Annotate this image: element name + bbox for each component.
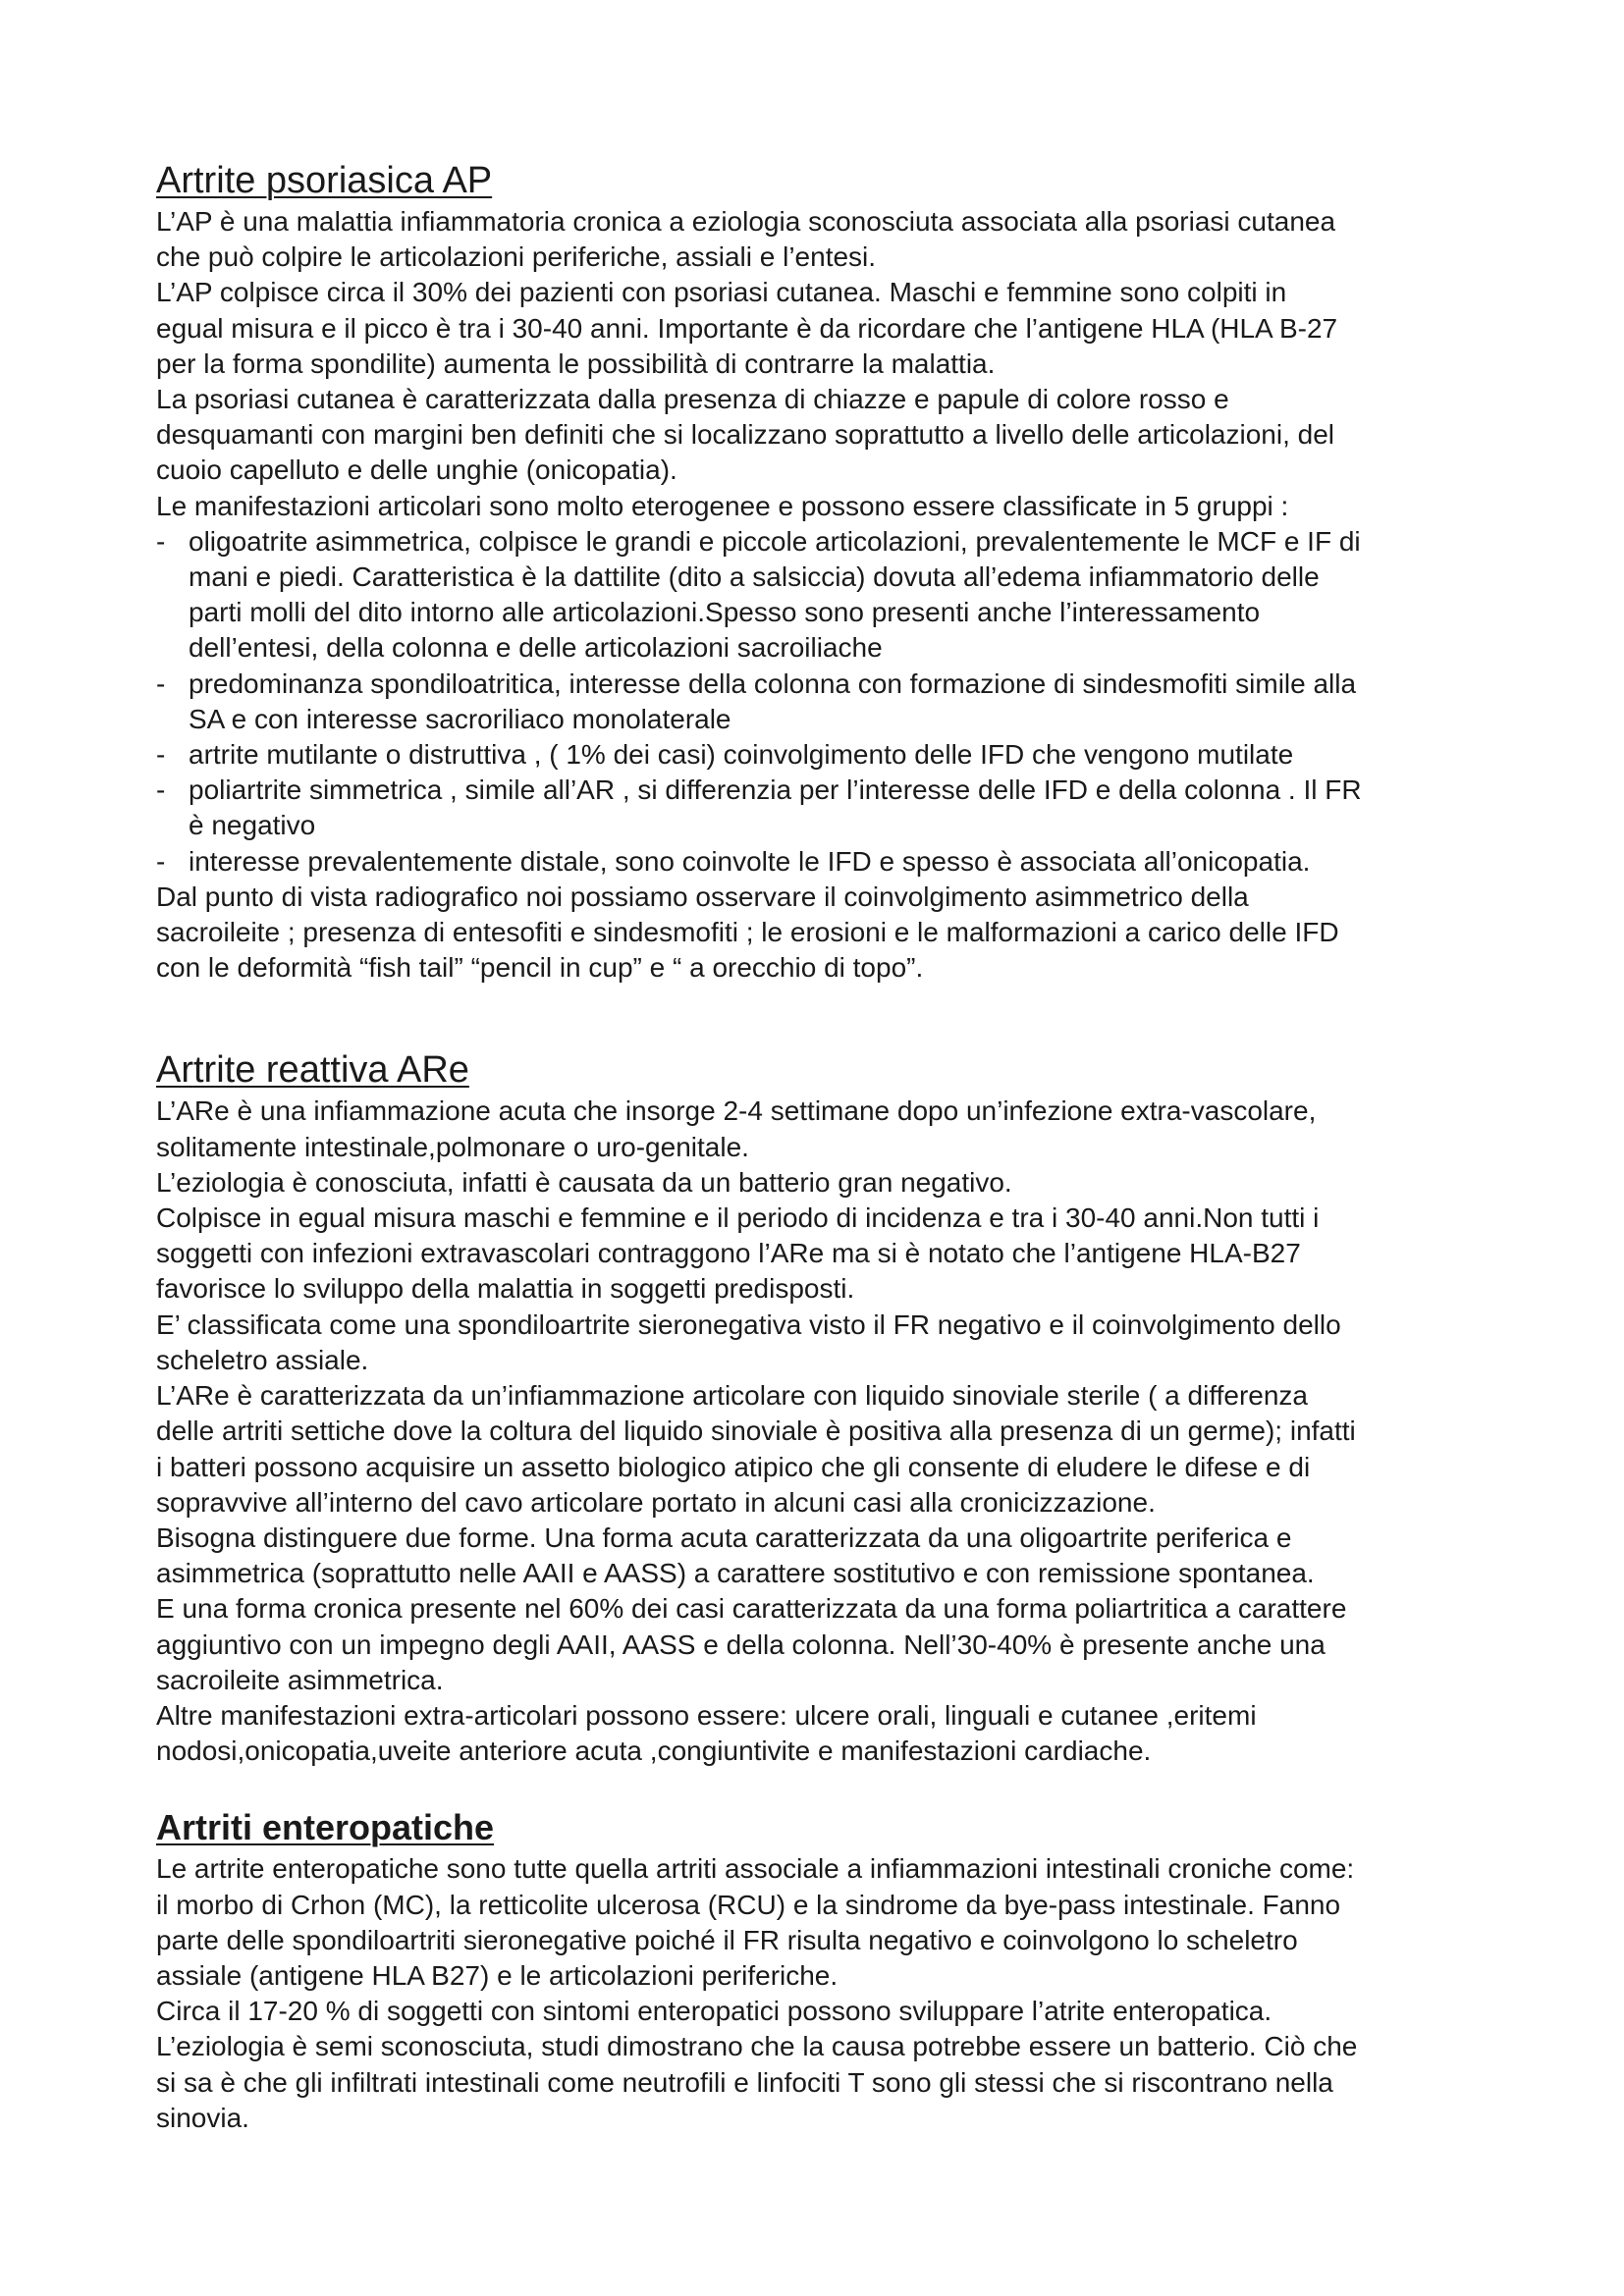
list-item [156,667,1491,737]
paragraph: Circa il 17-20 % di soggetti con sintomi enteropatici possono sviluppare l’atrite enteropatica. [156,1996,1272,2027]
paragraph: La psoriasi cutanea è caratterizzata dalla presenza di chiazze e papule di colore rosso e desquamanti con margini ben definiti che si localizzano soprattutto a livello delle articolazioni, del cuoio capelluto e delle unghie (onicopatia). [156,384,1335,486]
bullet-marker: - [156,525,166,557]
paragraph: Altre manifestazioni extra-articolari possono essere: ulcere orali, linguali e cutanee ,eritemi nodosi,onicopatia,uveite anteriore acuta ,congiuntivite e manifestazioni cardiache. [156,1699,1257,1767]
bullet-marker: - [156,739,166,771]
bullet-marker: - [156,774,166,806]
section-heading: Artriti enteropatiche [156,1807,495,1848]
bullet-list [156,524,1491,880]
list-item [156,737,1491,773]
section-artriti-enteropatiche [156,1804,1491,2136]
bullet-marker: - [156,667,166,699]
list-item [156,524,1491,667]
list-item-text: oligoatrite asimmetrica, colpisce le grandi e piccole articolazioni, prevalentemente le MCF e IF di mani e piedi. Caratteristica è la dattilite (dito a salsiccia) dovuta all’edema infiammatorio delle parti molli del dito intorno alle articolazioni.Spesso sono presenti anche l’interessamento dell’entesi, della colonna e delle articolazioni sacroiliache [189,525,1361,664]
paragraph: E una forma cronica presente nel 60% dei casi caratterizzata da una forma poliartritica a carattere aggiuntivo con un impegno degli AAII, AASS e della colonna. Nell’30-40% è presente anche una sacroileite asimmetrica. [156,1593,1347,1695]
paragraph: Dal punto di vista radiografico noi possiamo osservare il coinvolgimento asimmetrico della sacroileite ; presenza di entesofiti e sindesmofiti ; le erosioni e le malformazioni a carico delle IFD con le deformità “fish tail” “pencil in cup” e “ a orecchio di topo”. [156,881,1339,984]
paragraph: Colpisce in egual misura maschi e femmine e il periodo di incidenza e tra i 30-40 anni.Non tutti i soggetti con infezioni extravascolari contraggono l’ARe ma si è notato che l’antigene HLA-B27 favorisce lo sviluppo della malattia in soggetti predisposti. [156,1202,1320,1305]
list-item [156,844,1491,880]
paragraph: Bisogna distinguere due forme. Una forma acuta caratterizzata da una oligoartrite periferica e asimmetrica (soprattutto nelle AAII e AASS) a carattere sostitutivo e con remissione spontanea. [156,1522,1315,1589]
paragraph: L’AP è una malattia infiammatoria cronica a eziologia sconosciuta associata alla psoriasi cutanea che può colpire le articolazioni periferiche, assiali e l’entesi. [156,206,1336,273]
list-item-text: interesse prevalentemente distale, sono coinvolte le IFD e spesso è associata all’onicopatia. [189,845,1311,877]
section-artrite-psoriasica [156,157,1491,986]
paragraph: L’eziologia è semi sconosciuta, studi dimostrano che la causa potrebbe essere un batterio. Ciò che si sa è che gli infiltrati intestinali come neutrofili e linfociti T sono gli stessi che si riscontrano nella sinovia. [156,2031,1358,2133]
bullet-marker: - [156,845,166,877]
section-heading: Artrite psoriasica AP [156,160,493,201]
list-item [156,773,1491,843]
paragraph: Le artrite enteropatiche sono tutte quella artriti associale a infiammazioni intestinali croniche come: il morbo di Crhon (MC), la retticolite ulcerosa (RCU) e la sindrome da bye-pass intestinale. Fanno parte delle spondiloartriti sieronegative poiché il FR risulta negativo e coinvolgono lo scheletro assiale (antigene HLA B27) e le articolazioni periferiche. [156,1853,1355,1991]
paragraph: L’ARe è una infiammazione acuta che insorge 2-4 settimane dopo un’infezione extra-vascolare, solitamente intestinale,polmonare o uro-genitale. [156,1095,1317,1162]
section-artrite-reattiva [156,1046,1491,1769]
list-item-text: predominanza spondiloatritica, interesse della colonna con formazione di sindesmofiti simile alla SA e con interesse sacroriliaco monolaterale [189,667,1357,734]
list-item-text: artrite mutilante o distruttiva , ( 1% dei casi) coinvolgimento delle IFD che vengono mutilate [189,739,1294,771]
section-heading: Artrite reattiva ARe [156,1049,469,1092]
paragraph: L’AP colpisce circa il 30% dei pazienti con psoriasi cutanea. Maschi e femmine sono colpiti in egual misura e il picco è tra i 30-40 anni. Importante è da ricordare che l’antigene HLA (HLA B-27 per la forma spondilite) aumenta le possibilità di contrarre la malattia. [156,277,1338,379]
paragraph: Le manifestazioni articolari sono molto eterogenee e possono essere classificate in 5 gruppi : [156,490,1289,521]
list-item-text: poliartrite simmetrica , simile all’AR , si differenzia per l’interesse delle IFD e della colonna . Il FR è negativo [189,774,1362,841]
document-page [156,157,1491,2136]
paragraph: L’eziologia è conosciuta, infatti è causata da un batterio gran negativo. [156,1166,1012,1198]
paragraph: E’ classificata come una spondiloartrite sieronegativa visto il FR negativo e il coinvolgimento dello scheletro assiale. [156,1308,1341,1375]
paragraph: L’ARe è caratterizzata da un’infiammazione articolare con liquido sinoviale sterile ( a differenza delle artriti settiche dove la coltura del liquido sinoviale è positiva alla presenza di un germe); infatti i batteri possono acquisire un assetto biologico atipico che gli consente di eludere le difese e di sopravvive all’interno del cavo articolare portato in alcuni casi alla cronicizzazione. [156,1380,1356,1518]
